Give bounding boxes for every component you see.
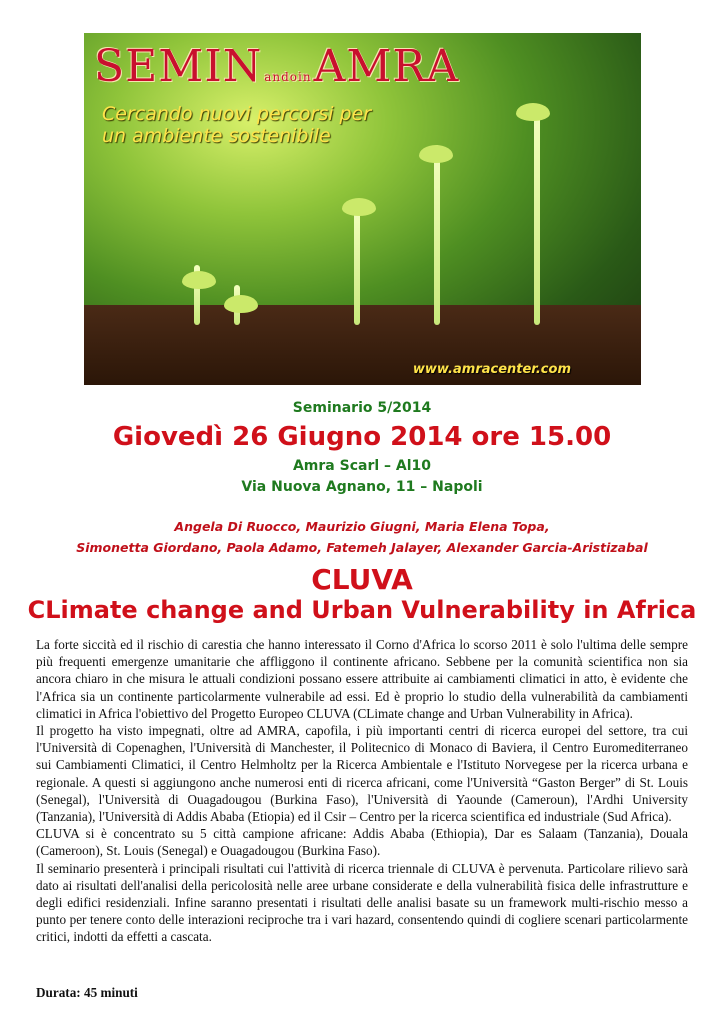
abstract-body: [36, 636, 688, 946]
duration-label: Durata: 45 minuti: [36, 985, 138, 1000]
abstract-paragraph: Il progetto ha visto impegnati, oltre ad AMRA, capofila, i più importanti centri di ricerca europei del settore, tra cui l'Università di Copenaghen, l'Università di Manchester, il Politecnico di Monaco di Baviera, il Centro Euromediterraneo sui Cambiamenti Climatici, il Centro Helmholtz per la Ricerca Ambientale e l'Istituto Norvegese per la ricerca urbana e regionale. A questi si aggiungono anche numerosi enti di ricerca africani, come l'Università “Gaston Berger” di St. Louis (Senegal), l'Università di Ouagadougou (Burkina Faso), l'Università di Yaounde (Cameroun), l'Ardhi University (Tanzania), l'Università di Addis Ababa (Etiopia) ed il Csir – Centro per la ricerca scientifica ed industriale (Sud Africa).: [36, 723, 688, 825]
project-full-title: CLimate change and Urban Vulnerability in Africa: [27, 596, 697, 624]
leaf-graphic: [342, 198, 376, 216]
sprout-graphic: [434, 145, 440, 325]
banner-subtitle: [102, 103, 371, 147]
leaf-graphic: [182, 271, 216, 289]
project-acronym: CLUVA: [311, 563, 413, 596]
header-banner-image: [84, 33, 641, 385]
leaf-graphic: [224, 295, 258, 313]
venue-line2: Via Nuova Agnano, 11 – Napoli: [241, 479, 483, 495]
leaf-graphic: [419, 145, 453, 163]
banner-subtitle-line2: un ambiente sostenibile: [102, 125, 331, 147]
leaf-graphic: [516, 103, 550, 121]
banner-url: www.amracenter.com: [412, 362, 571, 377]
abstract-paragraph: Il seminario presenterà i principali risultati cui l'attività di ricerca triennale di CLUVA è pervenuta. Particolare rilievo sarà dato ai risultati dell'analisi della pericolosità nelle aree urbane considerate e della vulnerabilità fisica delle infrastrutture e degli edifici residenziali. Infine saranno presentati i risultati delle analisi basate su un framework multi-rischio messo a punto per tenere conto delle interazioni reciproche tra i vari hazard, consentendo quindi di cogliere scenari particolarmente critici, indotti da effetti a cascata.: [36, 860, 688, 945]
sprout-graphic: [354, 205, 360, 325]
seminandoinamra-logo: [94, 41, 459, 92]
abstract-paragraph: CLUVA si è concentrato su 5 città campione africane: Addis Ababa (Ethiopia), Dar es Salaam (Tanzania), Douala (Cameroon), St. Louis (Senegal) e Ouagadougou (Burkina Faso).: [36, 826, 688, 859]
venue-line1: Amra Scarl – Al10: [292, 458, 432, 474]
abstract-paragraph: La forte siccità ed il rischio di carestia che hanno interessato il Corno d'Africa lo scorso 2011 è solo l'ultima delle sempre più frequenti emergenze umanitarie che affliggono il continente africano. Sebbene per la comunità scientifica non sia ancora chiaro in che misura le attuali condizioni possano essere attribuite ai cambiamenti climatici in atto, è evidente che l'Africa sia un continente particolarmente vulnerabile ad essi. Ed è proprio lo studio della vulnerabilità da cambiamenti climatici in Africa l'obiettivo del Progetto Europeo CLUVA (CLimate change and Urban Vulnerability in Africa).: [36, 637, 688, 721]
banner-subtitle-line1: Cercando nuovi percorsi per: [102, 103, 372, 125]
logo-text-small: andoin: [264, 70, 312, 84]
authors-line2: Simonetta Giordano, Paola Adamo, Fatemeh Jalayer, Alexander Garcia-Aristizabal: [76, 540, 648, 555]
logo-text-right: AMRA: [313, 41, 460, 92]
authors-line1: Angela Di Ruocco, Maurizio Giugni, Maria Elena Topa,: [174, 519, 550, 534]
logo-text-left: SEMIN: [94, 41, 263, 92]
seminar-number: Seminario 5/2014: [292, 400, 432, 416]
sprout-graphic: [534, 105, 540, 325]
event-date: Giovedì 26 Giugno 2014 ore 15.00: [112, 422, 612, 452]
